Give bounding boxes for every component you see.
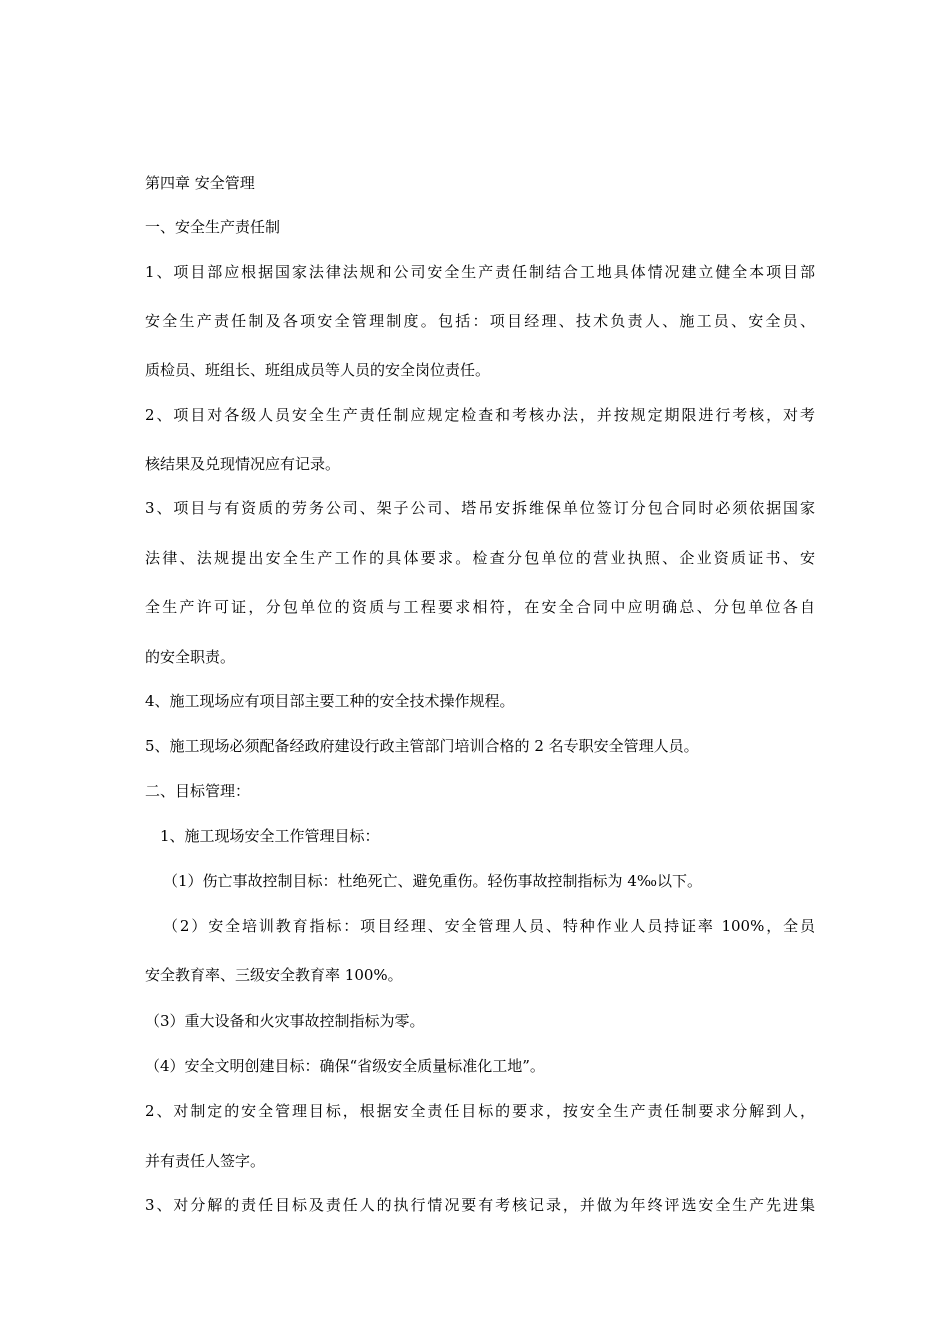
paragraph-line: 安全教育率、三级安全教育率 100%。 [145, 966, 403, 984]
paragraph-line: 1、项目部应根据国家法律法规和公司安全生产责任制结合工地具体情况建立健全本项目部 [145, 263, 815, 281]
paragraph-line: （4）安全文明创建目标：确保“省级安全质量标准化工地”。 [145, 1057, 545, 1075]
paragraph-line: （3）重大设备和火灾事故控制指标为零。 [145, 1012, 425, 1030]
paragraph-line: （1）伤亡事故控制目标：杜绝死亡、避免重伤。轻伤事故控制指标为 4‰以下。 [163, 872, 702, 890]
paragraph-line: 5、施工现场必须配备经政府建设行政主管部门培训合格的 2 名专职安全管理人员。 [145, 737, 699, 755]
section-heading: 一、安全生产责任制 [145, 218, 281, 236]
section-heading: 二、目标管理： [145, 782, 251, 800]
paragraph-line: 并有责任人签字。 [145, 1152, 266, 1170]
paragraph-line: 质检员、班组长、班组成员等人员的安全岗位责任。 [145, 361, 491, 379]
paragraph-line: 4、施工现场应有项目部主要工种的安全技术操作规程。 [145, 692, 515, 710]
paragraph-line: 1、施工现场安全工作管理目标： [160, 827, 380, 845]
paragraph-line: （2）安全培训教育指标：项目经理、安全管理人员、特种作业人员持证率 100%，全员 [163, 917, 815, 935]
paragraph-line: 全生产许可证，分包单位的资质与工程要求相符，在安全合同中应明确总、分包单位各自 [145, 598, 815, 616]
chapter-title: 第四章 安全管理 [145, 174, 255, 192]
paragraph-line: 2、项目对各级人员安全生产责任制应规定检查和考核办法，并按规定期限进行考核，对考 [145, 406, 815, 424]
paragraph-line: 的安全职责。 [145, 648, 236, 666]
paragraph-line: 2、对制定的安全管理目标，根据安全责任目标的要求，按安全生产责任制要求分解到人， [145, 1102, 815, 1120]
paragraph-line: 法律、法规提出安全生产工作的具体要求。检查分包单位的营业执照、企业资质证书、安 [145, 549, 815, 567]
paragraph-line: 核结果及兑现情况应有记录。 [145, 455, 341, 473]
paragraph-line: 3、对分解的责任目标及责任人的执行情况要有考核记录，并做为年终评选安全生产先进集 [145, 1196, 815, 1214]
paragraph-line: 安全生产责任制及各项安全管理制度。包括：项目经理、技术负责人、施工员、安全员、 [145, 312, 815, 330]
paragraph-line: 3、项目与有资质的劳务公司、架子公司、塔吊安拆维保单位签订分包合同时必须依据国家 [145, 499, 815, 517]
